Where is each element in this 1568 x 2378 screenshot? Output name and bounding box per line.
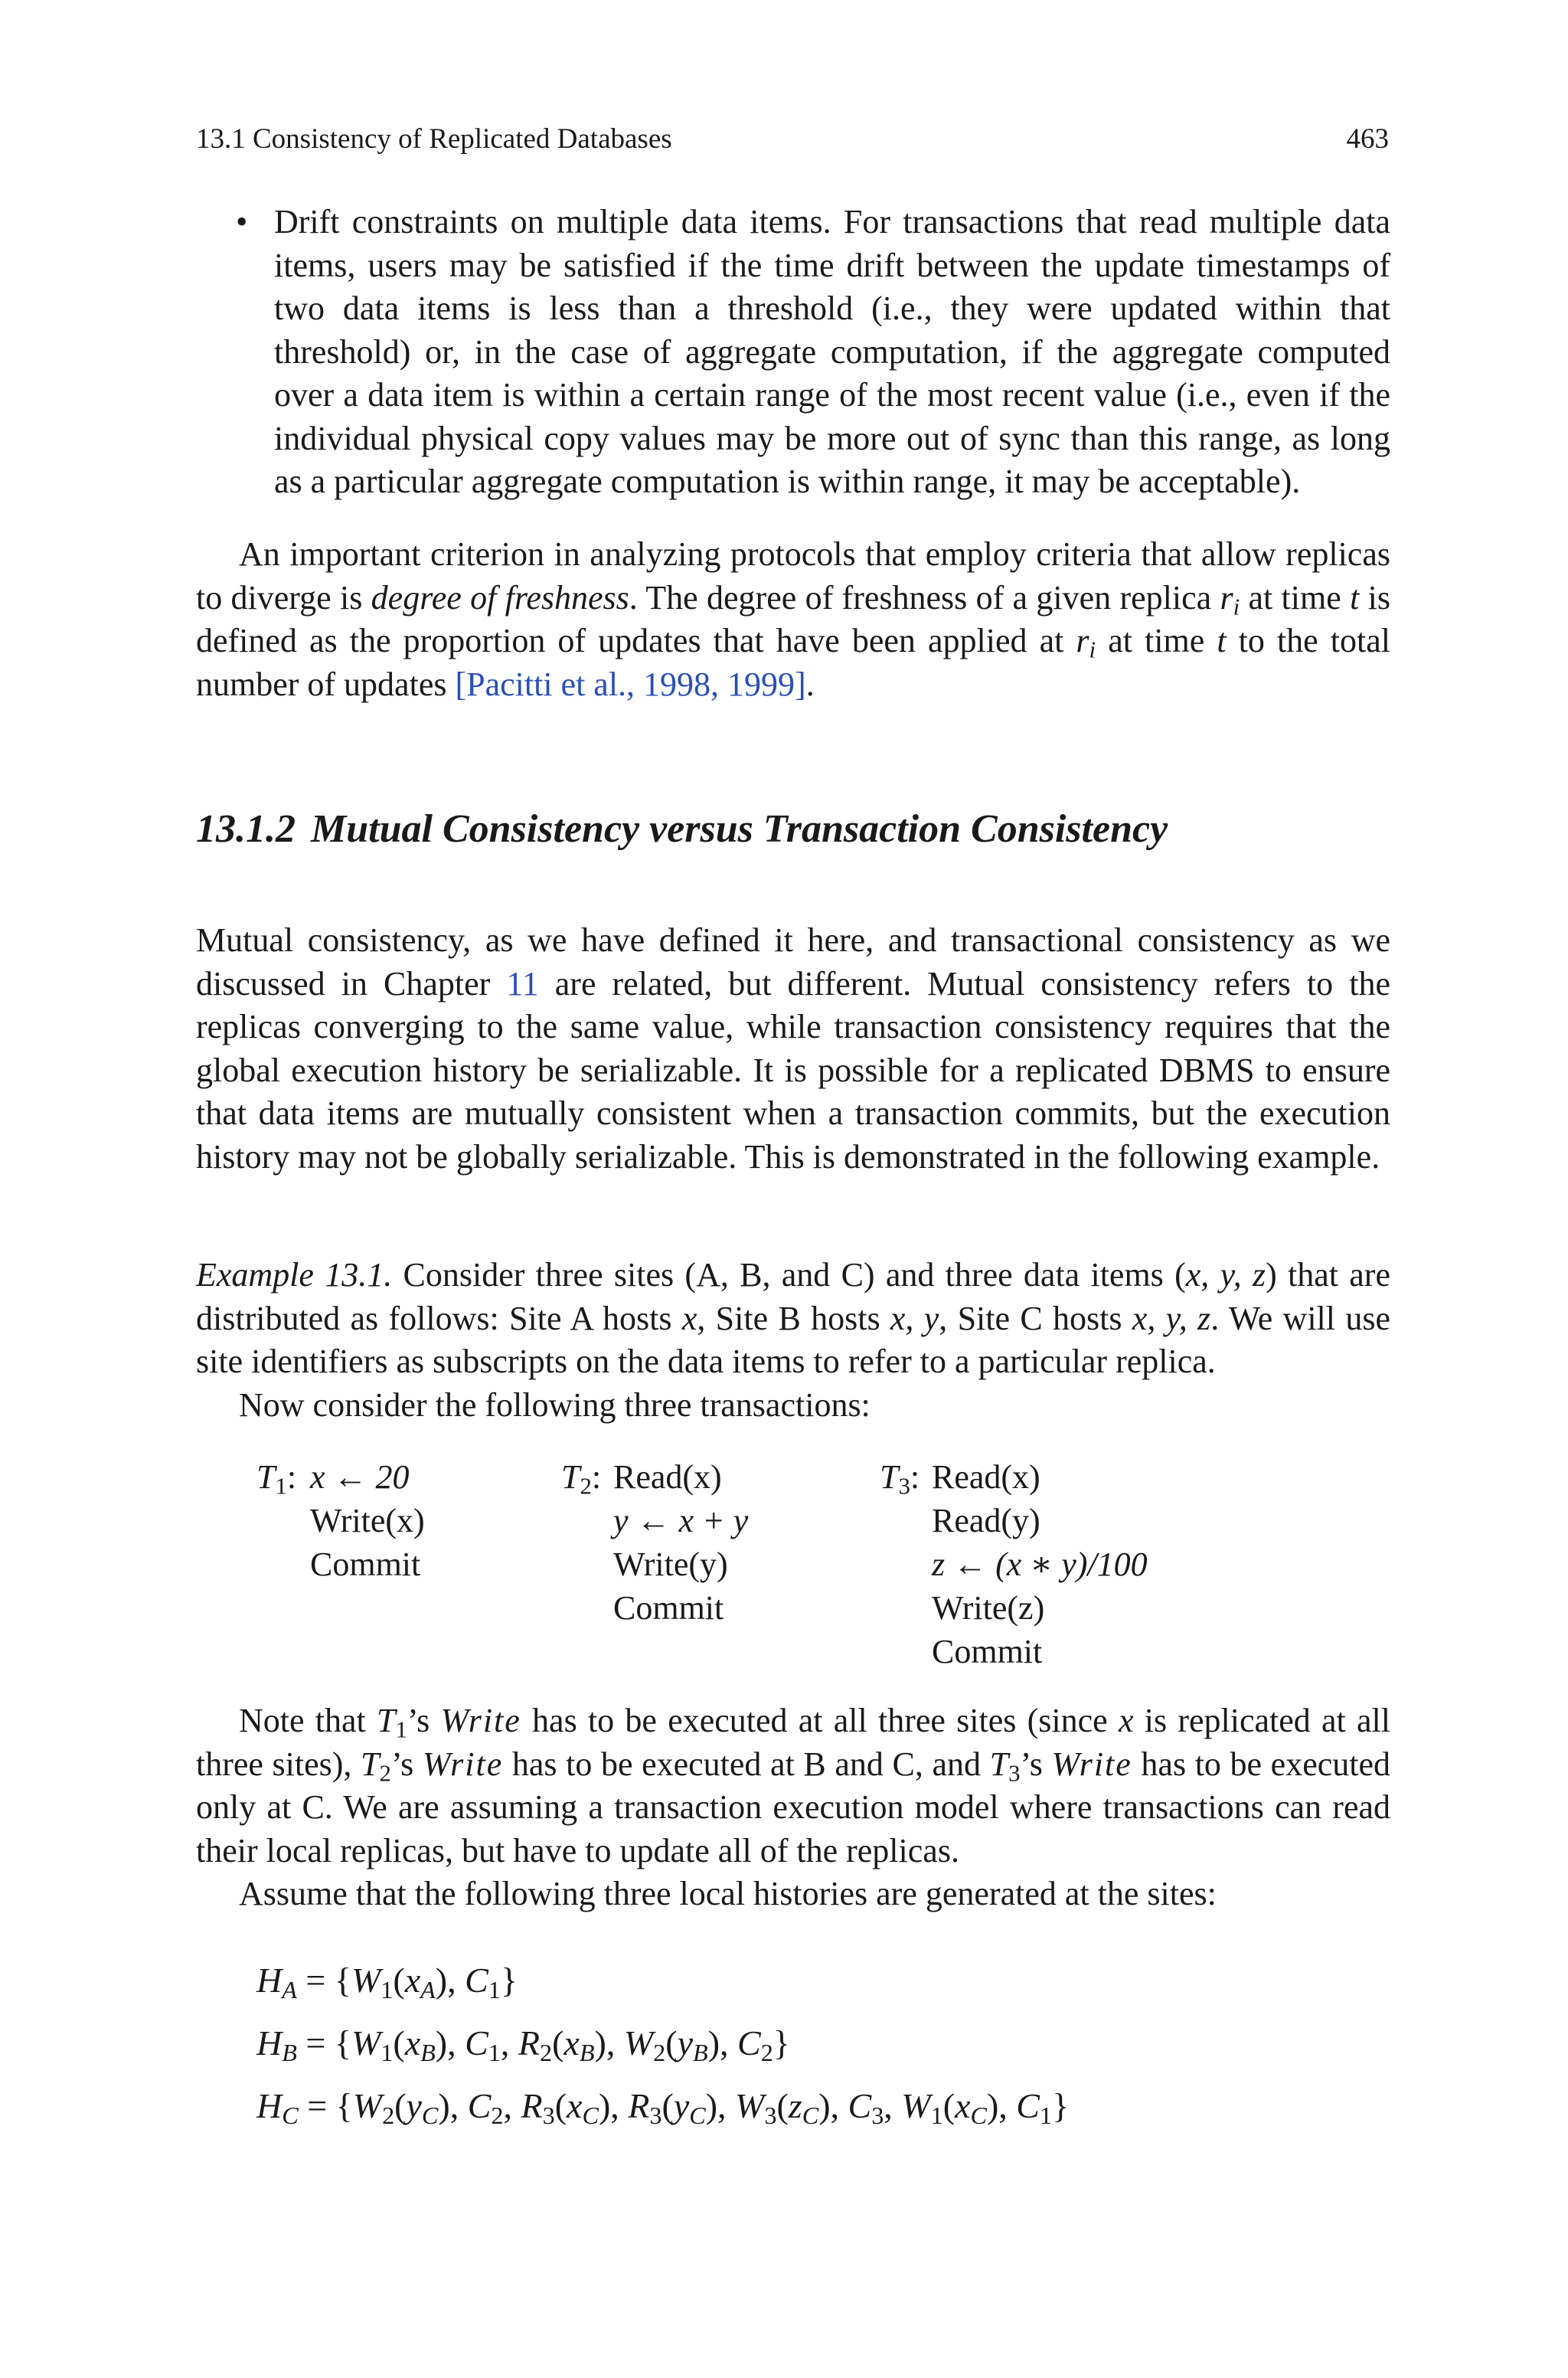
history-hb: $H_B = \{W_1(x_B)$, $C_1$, $R_2(x_B)$, $W_2(y_B)$, $C_2$} [256, 2023, 790, 2067]
math-write: Write [422, 1745, 504, 1783]
text-run: . [805, 665, 815, 703]
text-run: , Site C hosts [939, 1299, 1132, 1337]
txn-line: z ← (x ∗ y)/100 [932, 1546, 1148, 1583]
header-section-title: 13.1 Consistency of Replicated Databases [196, 123, 672, 155]
math-write: Write [440, 1702, 521, 1739]
text-run: An important criterion in analyzing protocols that employ criteria that allow replicas to diverge is [196, 535, 1390, 617]
text-run: is replicated at all three sites), [196, 1702, 1390, 1783]
text-run: Consider three sites (A, B, and C) and three data items ( [392, 1256, 1186, 1294]
term-degree-of-freshness: degree of freshness [371, 578, 629, 617]
text-run: has to be executed at all three sites (since [521, 1702, 1119, 1739]
text-run: , Site B hosts [697, 1299, 890, 1337]
txn-name: T [256, 1458, 276, 1496]
math-T: T [377, 1702, 396, 1739]
math-r: r [1076, 622, 1089, 659]
txn-line: Read(y) [932, 1502, 1040, 1539]
txn-line: Write(x) [310, 1502, 425, 1539]
bullet-text: Drift constraints on multiple data items. For transactions that read multiple data items, users may be satisfied if the time drift between the update timestamps of two data items is less than a threshold (i.e., they were updated within that threshold) or, in the case of aggregate computation, if the aggregate computed over a data item is within a certain range of the most recent value (i.e., even if the individual physical copy values may be more out of sync than this range, as long as a particular aggregate computation is within range, it may be acceptable). [274, 203, 1390, 500]
bullet-item-drift-constraints [236, 201, 1390, 504]
example-13-1 [196, 1254, 1390, 1427]
history-hc: $H_C = \{W_2(y_C)$, $C_2$, $R_3(x_C)$, $R_3(y_C)$, $W_3(z_C)$, $C_3$, $W_1(x_C)$, $C_1$} [256, 2086, 1070, 2130]
text-run: Now consider the following three transactions: [239, 1385, 871, 1424]
math-T: T [361, 1745, 380, 1783]
math-sub: 3 [1008, 1760, 1021, 1787]
text-run: at time [1240, 578, 1351, 617]
txn-sub: 2 [580, 1473, 592, 1500]
text-run: . The degree of freshness of a given replica [629, 578, 1220, 617]
citation-link[interactable]: [Pacitti et al., 1998, 1999] [455, 665, 806, 703]
section-number: 13.1.2 [196, 807, 296, 851]
text-run: has to be executed only at C. We are assuming a transaction execution model where transactions can read their local replicas, but have to update all of the replicas. [196, 1745, 1391, 1869]
txn-line: Commit [613, 1589, 724, 1627]
text-run: Mutual consistency, as we have defined it here, and transactional consistency as we discussed in Chapter [196, 921, 1390, 1003]
paragraph-freshness [196, 533, 1390, 706]
txn-sub: 1 [275, 1473, 287, 1500]
running-header [196, 123, 1389, 161]
bullet-icon: • [236, 203, 248, 240]
chapter-link[interactable]: 11 [506, 964, 539, 1003]
paragraph-write-execution [196, 1699, 1390, 1873]
txn-line: Write(z) [932, 1589, 1045, 1627]
math-sub: 2 [379, 1760, 391, 1787]
txn-sub: 3 [898, 1473, 910, 1500]
txn-line: Read(x) [613, 1458, 722, 1496]
text-run: Note that [239, 1702, 377, 1739]
txn-line: y ← x + y [613, 1502, 749, 1539]
text-run: is defined as the proportion of updates that have been applied at [196, 578, 1390, 659]
math-write: Write [1051, 1745, 1132, 1783]
text-run: ’s [1020, 1745, 1052, 1783]
history-ha: $H_A = \{W_1(x_A)$, $C_1$} [256, 1961, 518, 2004]
txn-line: Write(y) [613, 1546, 728, 1583]
txn-line: x ← 20 [310, 1458, 410, 1496]
page-number: 463 [1346, 123, 1389, 155]
math-x: x [681, 1299, 697, 1337]
math-xy: x, y [890, 1299, 939, 1337]
text-run: has to be executed at B and C, and [503, 1745, 990, 1783]
math-xyz: x, y, z [1132, 1299, 1211, 1337]
math-t: t [1217, 622, 1227, 659]
math-sub-i: i [1089, 636, 1096, 663]
txn-name: T [561, 1458, 580, 1496]
math-sub: 1 [395, 1716, 407, 1743]
text-run: ’s [390, 1745, 423, 1783]
text-run: . We will use site identifiers as subscripts on the data items to refer to a particular replica. [196, 1299, 1390, 1380]
example-label: Example 13.1. [196, 1256, 393, 1294]
text-run: at time [1096, 622, 1217, 659]
math-items: x, y, z [1185, 1256, 1266, 1294]
txn-line: Commit [932, 1633, 1043, 1670]
math-r: r [1220, 578, 1233, 617]
txn-line: Commit [310, 1546, 421, 1583]
section-title: Mutual Consistency versus Transaction Consistency [311, 807, 1168, 851]
text-run: ) that are distributed as follows: Site A hosts [196, 1256, 1390, 1337]
paragraph-local-histories: Assume that the following three local histories are generated at the sites: [239, 1875, 1217, 1912]
math-x: x [1118, 1702, 1134, 1739]
txn-name: T [880, 1458, 899, 1496]
text-run: to the total number of updates [196, 622, 1390, 703]
text-run: are related, but different. Mutual consistency refers to the replicas converging to the same value, while transaction consistency requires that the global execution history be serializable. It is possible for a replicated DBMS to ensure that data items are mutually consistent when a transaction commits, but the execution history may not be globally serializable. This is demonstrated in the following example. [196, 964, 1390, 1176]
math-T: T [989, 1745, 1009, 1783]
transaction-t3: $T_3$: Read(x) Read(y) z ← (x ∗ y)/100 Write(z) Commit [880, 1455, 1148, 1673]
txn-line: Read(x) [932, 1458, 1040, 1496]
transaction-t2: $T_2$: Read(x) y ← x + y Write(y) Commit [561, 1455, 748, 1630]
math-sub-i: i [1233, 594, 1240, 620]
transaction-t1: $T_1$: x ← 20 Write(x) Commit [256, 1455, 425, 1586]
paragraph-mutual-consistency [196, 919, 1390, 1179]
local-histories [256, 1949, 1069, 2138]
math-t: t [1350, 578, 1360, 617]
text-run: ’s [407, 1702, 441, 1739]
section-heading [196, 806, 1390, 852]
